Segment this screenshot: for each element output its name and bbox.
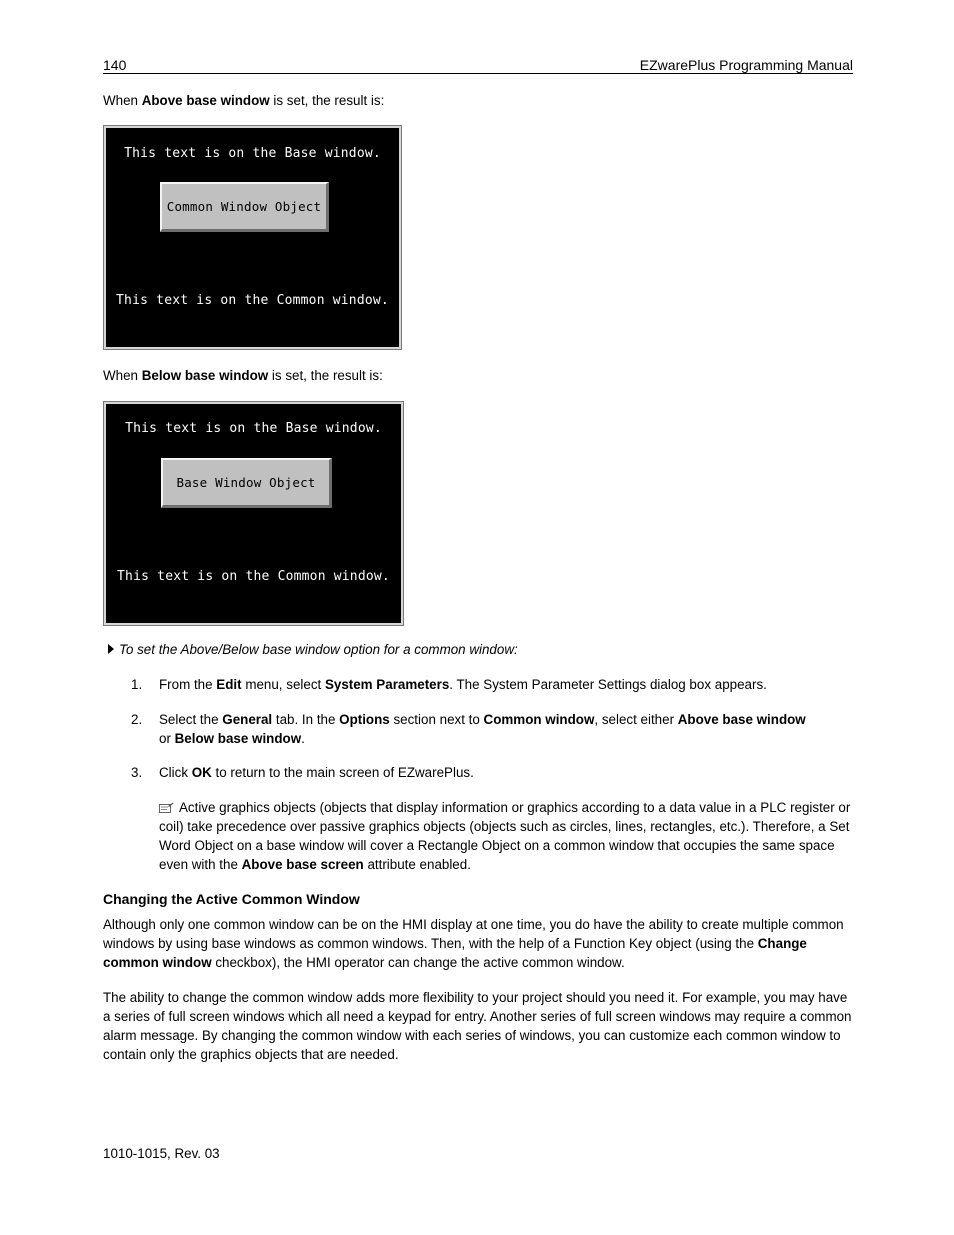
common-window-object-button: Common Window Object — [160, 182, 329, 232]
step-3: 3. Click OK to return to the main screen of EZwarePlus. — [131, 765, 474, 780]
below-hmi-screen — [104, 402, 403, 625]
document-id: 1010-1015, Rev. 03 — [103, 1146, 220, 1161]
above-hmi-screen — [104, 126, 401, 349]
base-window-text: This text is on the Base window. — [124, 146, 381, 161]
note-icon — [159, 802, 174, 813]
below-intro: When Below base window is set, the result is: — [103, 368, 383, 383]
section-heading: Changing the Active Common Window — [103, 891, 360, 907]
arrow-right-icon — [108, 644, 114, 654]
procedure-title: To set the Above/Below base window option for a common window: — [108, 640, 518, 659]
page-header — [103, 56, 853, 74]
base-window-object-button: Base Window Object — [161, 458, 332, 508]
base-window-text: This text is on the Base window. — [125, 421, 382, 436]
paragraph-2: The ability to change the common window adds more flexibility to your project should you need it. For example, you may have a series of full screen windows which all need a keypad for entry. Another series of full screen windows may require a common alarm message. By changing the common window with each series of windows, you can customize each common window to contain only the graphics objects that are needed. — [103, 990, 852, 1062]
note-block: Active graphics objects (objects that display information or graphics according to a data value in a PLC register or coil) take precedence over passive graphics objects (objects such as circles, lines, rectangles, etc.). Therefore, a Set Word Object on a base window will cover a Rectangle Object on a common window that occupies the same space even with the Above base screen attribute enabled. — [159, 800, 851, 872]
step-1: 1. From the Edit menu, select System Parameters. The System Parameter Settings dialog box appears. — [131, 677, 767, 692]
manual-title: EZwarePlus Programming Manual — [639, 57, 853, 73]
step-2: 2. Select the General tab. In the Options section next to Common window, select either Above base window or Below base window. — [131, 712, 806, 746]
above-intro: When Above base window is set, the result is: — [103, 93, 385, 108]
page-number: 140 — [103, 57, 127, 73]
common-window-text: This text is on the Common window. — [117, 569, 390, 584]
common-window-text: This text is on the Common window. — [116, 293, 389, 308]
paragraph-1: Although only one common window can be on the HMI display at one time, you do have the ability to create multiple common windows by using base windows as common windows. Then, with the help of a Function Key object (using the Change common window checkbox), the HMI operator can change the active common window. — [103, 917, 844, 970]
